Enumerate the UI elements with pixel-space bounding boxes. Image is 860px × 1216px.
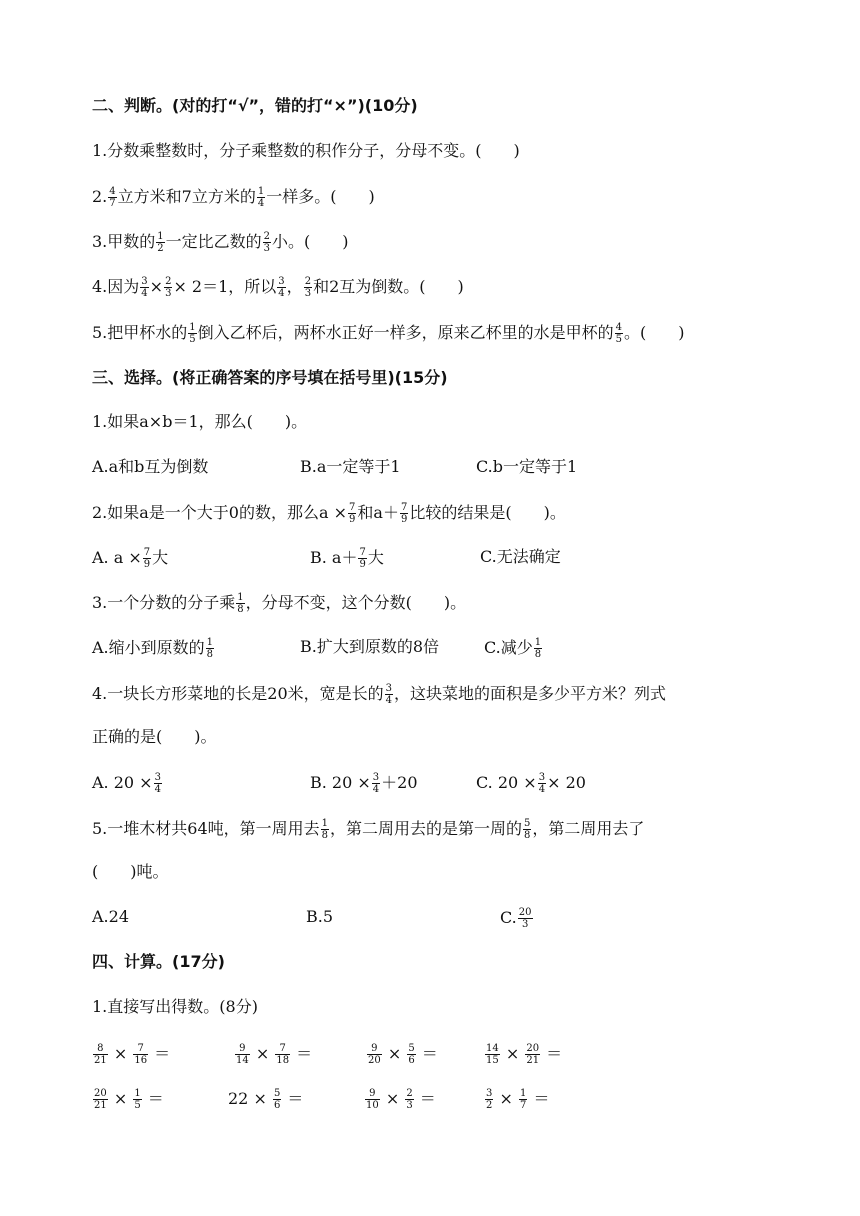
fraction: $\frac{3}{4}$: [372, 772, 380, 795]
option-a: A. a × $\frac{7}{9}$ 大: [92, 547, 169, 570]
s4-q1: 1.直接写出得数。(8分): [92, 997, 258, 1016]
s2-q5: 5.把甲杯水的 $\frac{1}{5}$ 倒入乙杯后，两杯水正好一样多，原来乙杯里的水是甲杯的 $\frac{4}{5}$ 。( ): [92, 322, 685, 345]
s2-q3: 3.甲数的 $\frac{1}{2}$ 一定比乙数的 $\frac{2}{3}$ 小。( ): [92, 231, 349, 254]
s3-q4-stem: 4.一块长方形菜地的长是20米，宽是长的 $\frac{3}{4}$ ，这块菜地的面积是多少平方米？列式: [92, 683, 667, 706]
fraction: $\frac{7}{9}$: [349, 502, 356, 525]
expression: 22 × $\frac{5}{6}$ ＝: [228, 1088, 304, 1111]
fraction: $\frac{3}{4}$: [385, 683, 393, 706]
fraction: $\frac{4}{5}$: [615, 322, 623, 345]
option-c: C. 20 × $\frac{3}{4}$ × 20: [476, 772, 586, 795]
option-a: A.24: [92, 907, 129, 926]
s2-q1: 1.分数乘整数时，分子乘整数的积作分子，分母不变。( ): [92, 141, 520, 160]
s3-q5-stem-line2: ( )吨。: [92, 862, 169, 881]
option-b: B. a＋ $\frac{7}{9}$ 大: [310, 547, 384, 570]
s3-q1-stem: 1.如果a×b＝1，那么( )。: [92, 412, 308, 431]
expression: $\frac{14}{15}$ × $\frac{20}{21}$ ＝: [486, 1043, 563, 1066]
fraction: $\frac{7}{9}$: [359, 547, 366, 570]
expression: $\frac{9}{10}$ × $\frac{2}{3}$ ＝: [366, 1088, 436, 1111]
option-a: A.a和b互为倒数: [92, 457, 209, 476]
fraction: $\frac{7}{9}$: [143, 547, 151, 570]
expression: $\frac{20}{21}$ × $\frac{1}{5}$ ＝: [94, 1088, 164, 1111]
fraction: $\frac{4}{7}$: [109, 186, 116, 209]
option-c: C. $\frac{20}{3}$: [500, 907, 532, 930]
fraction: $\frac{1}{8}$: [206, 637, 214, 660]
fraction: $\frac{5}{8}$: [524, 818, 531, 841]
fraction: $\frac{3}{4}$: [278, 276, 285, 299]
fraction: $\frac{2}{3}$: [263, 231, 271, 254]
fraction: $\frac{2}{3}$: [165, 276, 172, 299]
fraction: $\frac{1}{8}$: [321, 818, 329, 841]
s3-q4-stem-line2: 正确的是( )。: [92, 727, 217, 746]
fraction: $\frac{1}{8}$: [237, 592, 244, 615]
option-b: B. 20 × $\frac{3}{4}$ ＋20: [310, 772, 418, 795]
fraction: $\frac{20}{3}$: [518, 907, 532, 930]
s3-q3-stem: 3.一个分数的分子乘 $\frac{1}{8}$ ，分母不变，这个分数( )。: [92, 592, 467, 615]
fraction: $\frac{7}{9}$: [400, 502, 408, 525]
fraction: $\frac{1}{2}$: [157, 231, 164, 254]
fraction: $\frac{3}{4}$: [141, 276, 148, 299]
fraction: $\frac{1}{4}$: [257, 186, 265, 209]
s2-q2: 2. $\frac{4}{7}$ 立方米和7立方米的 $\frac{1}{4}$ 一样多。( ): [92, 186, 375, 209]
fraction: $\frac{1}{5}$: [189, 322, 196, 345]
fraction: $\frac{1}{8}$: [534, 637, 542, 660]
s3-q5-stem: 5.一堆木材共64吨，第一周用去 $\frac{1}{8}$ ，第二周用去的是第一周的 $\frac{5}{8}$ ，第二周用去了: [92, 818, 645, 841]
fraction: $\frac{3}{4}$: [538, 772, 546, 795]
option-b: B.a一定等于1: [300, 457, 401, 476]
expression: $\frac{9}{14}$ × $\frac{7}{18}$ ＝: [236, 1043, 313, 1066]
expression: $\frac{9}{20}$ × $\frac{5}{6}$ ＝: [368, 1043, 438, 1066]
section-2-title: 二、判断。(对的打“√”，错的打“×”)(10分): [92, 96, 418, 115]
option-c: C.b一定等于1: [476, 457, 578, 476]
expression: $\frac{8}{21}$ × $\frac{7}{16}$ ＝: [94, 1043, 171, 1066]
option-c: C.减少 $\frac{1}{8}$: [484, 637, 542, 660]
section-4-title: 四、计算。(17分): [92, 952, 225, 971]
option-c: C.无法确定: [480, 547, 561, 566]
fraction: $\frac{3}{4}$: [154, 772, 161, 795]
s2-q4: 4.因为 $\frac{3}{4}$ × $\frac{2}{3}$ × 2＝1，所以 $\frac{3}{4}$ ， $\frac{2}{3}$ 和2互为倒数。( ): [92, 276, 464, 299]
option-a: A. 20 × $\frac{3}{4}$: [92, 772, 161, 795]
fraction: $\frac{2}{3}$: [304, 276, 312, 299]
option-b: B.扩大到原数的8倍: [300, 637, 440, 656]
section-3-title: 三、选择。(将正确答案的序号填在括号里)(15分): [92, 368, 448, 387]
s3-q2-stem: 2.如果a是一个大于0的数，那么a × $\frac{7}{9}$ 和a＋ $\frac{7}{9}$ 比较的结果是( )。: [92, 502, 566, 525]
option-b: B.5: [306, 907, 334, 926]
expression: $\frac{3}{2}$ × $\frac{1}{7}$ ＝: [486, 1088, 550, 1111]
option-a: A.缩小到原数的 $\frac{1}{8}$: [92, 637, 214, 660]
